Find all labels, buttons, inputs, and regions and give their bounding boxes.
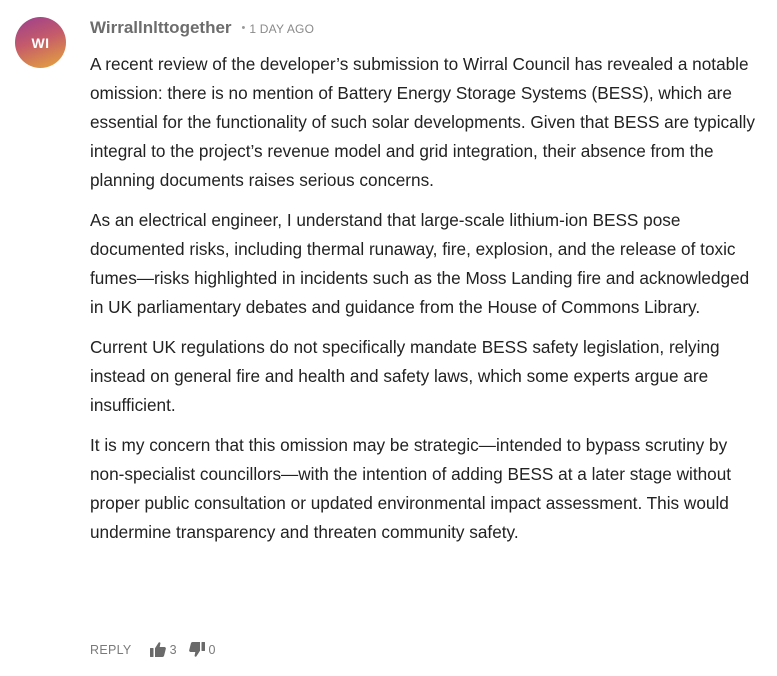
downvote-count: 0 [208,642,216,657]
upvote-count: 3 [169,642,177,657]
comment-actions [90,642,227,657]
timestamp[interactable]: 1 DAY AGO [249,22,315,36]
upvote-button[interactable] [150,642,177,657]
comment-paragraph: A recent review of the developer’s submission to Wirral Council has revealed a notable omission: there is no mention of Battery Energy Storage Systems (BESS), which are essential for the functionality of such solar developments. Given that BESS are typically integral to the project’s revenue model and grid integration, their absence from the planning documents raises serious concerns. [90,54,755,190]
comment-body [90,50,762,558]
thumbs-down-icon [189,642,205,657]
username[interactable]: Wirrallnlttogether [90,18,232,37]
comment-paragraph: Current UK regulations do not specifically mandate BESS safety legislation, relying instead on general fire and health and safety laws, which some experts argue are insufficient. [90,337,720,415]
avatar[interactable] [15,17,66,68]
separator-dot: • [241,22,246,34]
avatar-initials: WI [31,34,50,51]
comment-header [90,18,314,38]
thumbs-up-icon [150,642,166,657]
comment-paragraph: As an electrical engineer, I understand that large-scale lithium-ion BESS pose documented risks, including thermal runaway, fire, explosion, and the release of toxic fumes—risks highlighted in incidents such as the Moss Landing fire and acknowledged in UK parliamentary debates and guidance from the House of Commons Library. [90,210,750,317]
comment-paragraph: It is my concern that this omission may be strategic—intended to bypass scrutiny by non-specialist councillors—with the intention of adding BESS at a later stage without proper public consultation or updated environmental impact assessment. This would undermine transparency and threaten community safety. [90,435,732,542]
reply-button[interactable]: REPLY [90,642,132,657]
downvote-button[interactable] [189,642,216,657]
